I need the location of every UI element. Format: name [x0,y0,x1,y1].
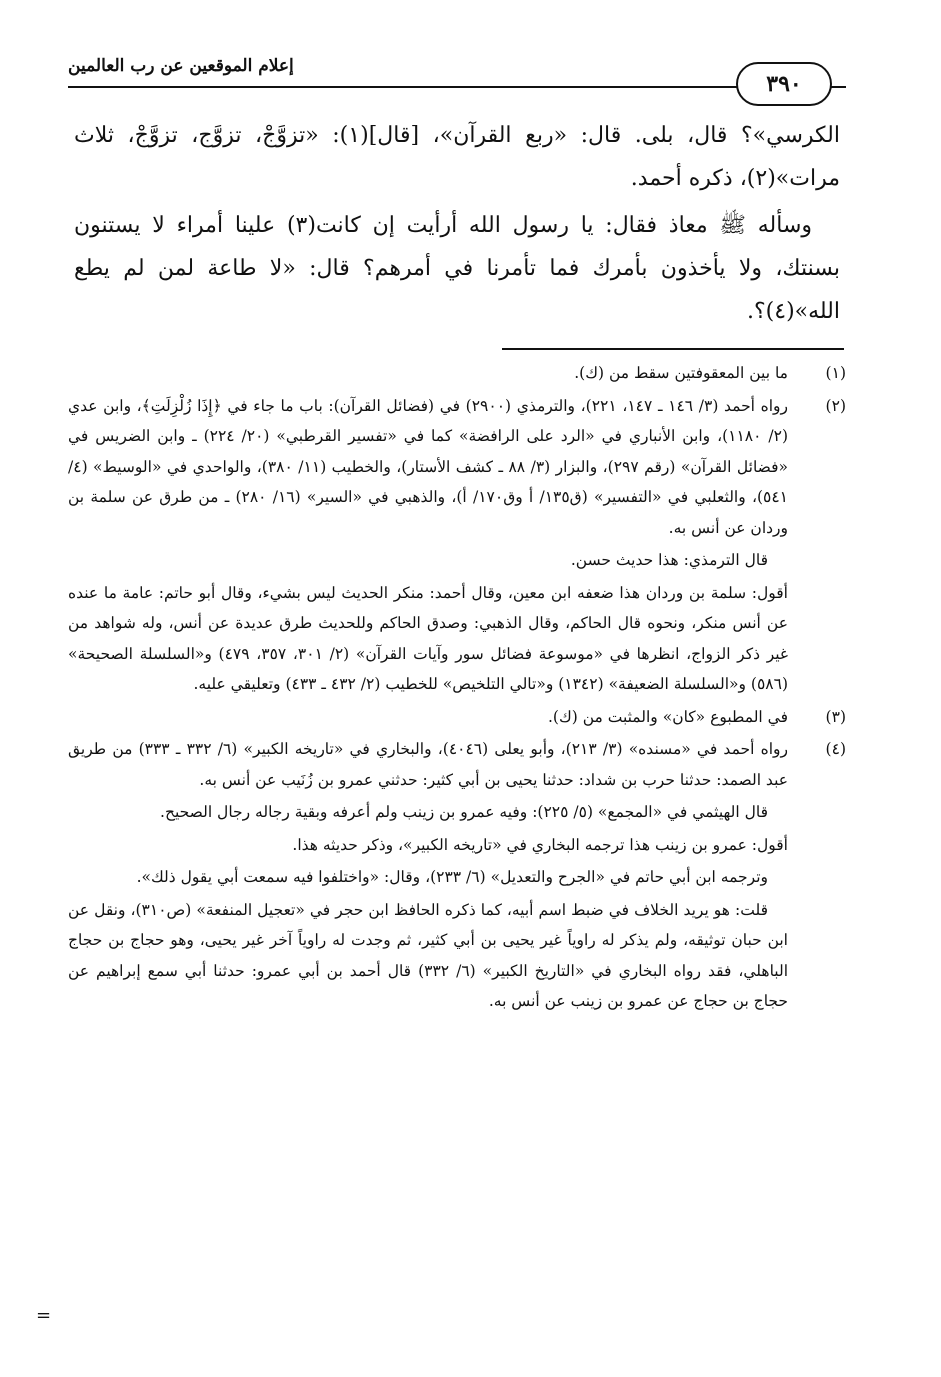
footnote-body [68,391,788,702]
footnote-1 [68,358,846,391]
footnote-2 [68,391,846,702]
footnote-number: (٣) [825,707,846,726]
footnote-paragraph: ما بين المعقوفتين سقط من (ك). [574,364,788,382]
footnote-number: (٢) [825,396,846,415]
main-text [74,114,840,337]
footnote-body [68,702,788,735]
continuation-mark: = [36,1305,52,1326]
footnote-number: (١) [825,364,846,382]
footnote-3 [68,702,846,735]
footnote-paragraph: رواه أحمد (٣/ ١٤٦ ـ ١٤٧، ٢٢١)، والترمذي (٢٩٠٠) في (فضائل القرآن): باب ما جاء في ﴿إِذَا زُلْزِلَتِ﴾، وابن عدي (٢/ ١١٨٠)، وابن الأنباري في «الرد على الرافضة» كما في «تفسير القرطبي» (٢٠/ ٢٢٤) ـ وابن الضريس في «فضائل القرآن» (رقم ٢٩٧)، والبزار (٣/ ٨٨ ـ كشف الأستار)، والخطيب (١١/ ٣٨٠)، والواحدي في «الوسيط» (٤/ ٥٤١)، والثعلبي في «التفسير» (ق١٣٥/ أ وق١٧٠/ أ)، والذهبي في «السير» (١٦/ ٢٨٠) ـ من طرق عن سلمة بن وردان عن أنس به. [68,396,788,537]
running-header [68,48,846,104]
footnote-body [68,358,788,391]
footnote-paragraph: أقول: عمرو بن زينب هذا ترجمه البخاري في «تاريخه الكبير»، وذكر حديثه هذا. [292,835,788,854]
book-title: إعلام الموقعين عن رب العالمين [68,56,294,76]
page-number: ٣٩٠ [736,62,832,106]
footnote-paragraph: رواه أحمد في «مسنده» (٣/ ٢١٣)، وأبو يعلى (٤٠٤٦)، والبخاري في «تاريخه الكبير» (٦/ ٣٣٢ ـ ٣٣٣) من طريق عبد الصمد: حدثنا حرب بن شداد: حدثنا يحيى بن أبي كثير: حدثني عمرو بن زُنَيب عن أنس به. [68,740,788,789]
footnote-paragraph: قال الترمذي: هذا حديث حسن. [570,551,768,569]
footnote-divider [502,348,844,350]
footnote-paragraph: أقول: سلمة بن وردان هذا ضعفه ابن معين، وقال أحمد: منكر الحديث ليس بشيء، وقال أبو حاتم: عامة ما عنده عن أنس منكر، ونحوه قال الحاكم، وقال الذهبي: وصدق الحاكم وللحديث طرق عديدة عن أنس، وله شواهد من غير ذكر الزواج، انظرها في «موسوعة فضائل سور وآيات القرآن» (٢/ ٣٠١، ٣٥٧، ٤٧٩) و«السلسلة الصحيحة» (٥٨٦) و«السلسلة الضعيفة» (١٣٤٢) و«تالي التلخيص» للخطيب (٢/ ٤٣٢ ـ ٤٣٣) وتعليقي عليه. [68,583,789,693]
footnote-body [68,734,788,1019]
footnote-paragraph: قال الهيثمي في «المجمع» (٥/ ٢٢٥): وفيه عمرو بن زينب ولم أعرفه وبقية رجاله رجال الصحيح. [160,803,768,821]
footnote-paragraph: قلت: هو يريد الخلاف في ضبط اسم أبيه، كما ذكره الحافظ ابن حجر في «تعجيل المنفعة» (ص٣١٠)، ونقل عن ابن حبان توثيقه، ولم يذكر له راوياً غير يحيى بن أبي كثير، ثم وجدت له راوياً آخر غير يحيى، وهو حجاج بن حجاج الباهلي، فقد رواه البخاري في «التاريخ الكبير» (٦/ ٣٣٢) قال أحمد بن أبي عمرو: حدثنا أبي سمع إبراهيم عن حجاج بن حجاج عن عمرو بن زينب عن أنس به. [68,900,788,1010]
footnote-number: (٤) [825,740,846,758]
footnote-paragraph: في المطبوع «كان» والمثبت من (ك). [547,707,788,726]
main-paragraph: الكرسي»؟ قال، بلى. قال: «ربع القرآن»، [قال](١): «تزوَّجْ، تزوَّج، تزوَّجْ، ثلاث مرات»(٢)، ذكره أحمد. [74,123,840,191]
footnote-4 [68,734,846,1019]
footnotes [68,358,846,1019]
footnote-paragraph: وترجمه ابن أبي حاتم في «الجرح والتعديل» (٦/ ٢٣٣)، وقال: «واختلفوا فيه سمعت أبي يقول ذلك». [136,868,768,886]
header-rule [68,86,846,88]
main-paragraph: وسأله ﷺ معاذ فقال: يا رسول الله أرأيت إن كانت(٣) علينا أمراء لا يستنون بسنتك، ولا يأخذون بأمرك فما تأمرنا في أمرهم؟ قال: «لا طاعة لمن لم يطع الله»(٤)؟. [74,213,840,324]
